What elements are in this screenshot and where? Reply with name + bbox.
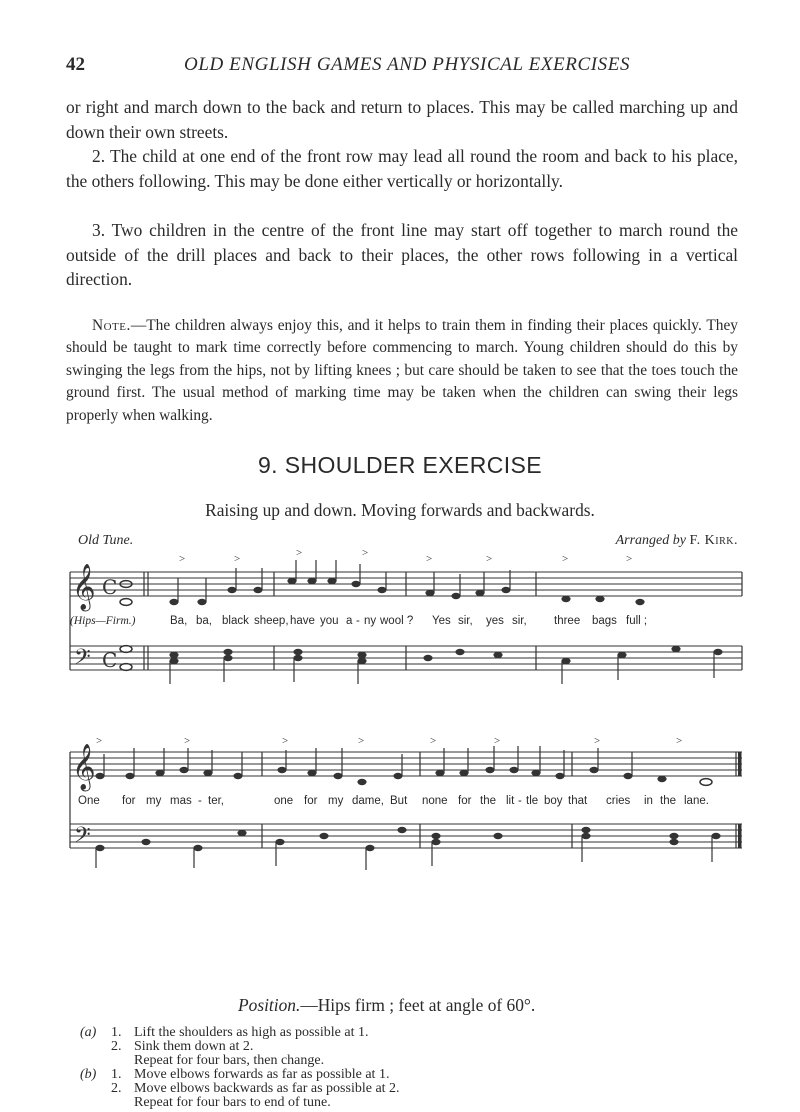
accent-mark: > xyxy=(184,738,191,747)
lyric-syllable: a xyxy=(346,615,353,627)
exercises-list xyxy=(66,1026,746,1110)
lyric-syllable: sir, xyxy=(458,615,473,627)
accent-mark: > xyxy=(594,738,601,747)
common-time-bass-icon: C xyxy=(102,648,118,672)
lyric-syllable: ter, xyxy=(208,795,224,807)
music-system-2 xyxy=(66,738,746,888)
bass-stems xyxy=(170,652,714,684)
repeat-instruction: Repeat for four bars to end of tune. xyxy=(134,1095,331,1110)
treble-notes xyxy=(120,578,645,606)
position-label: Position. xyxy=(238,995,301,1015)
accent-mark: > xyxy=(296,550,303,559)
lyric-syllable: for xyxy=(458,795,472,807)
lyric-syllable: black xyxy=(222,615,249,627)
lyric-syllable: - xyxy=(198,795,202,807)
bass-clef-icon: 𝄢 xyxy=(74,823,91,852)
accent-mark: > xyxy=(282,738,289,747)
accent-mark: > xyxy=(430,738,437,747)
arranged-by-label: Arranged by xyxy=(615,533,686,548)
lyric-syllable: for xyxy=(304,795,318,807)
lyric-syllable: my xyxy=(328,795,344,807)
lyric-syllable: boy xyxy=(544,795,563,807)
lyric-syllable: one xyxy=(274,795,294,807)
accent-mark: > xyxy=(486,553,493,565)
score-system-2 xyxy=(66,738,746,888)
step-text: Move elbows forwards as far as possible at 1. xyxy=(134,1067,390,1082)
lyric-syllable: in xyxy=(644,795,653,807)
step-number: 1. xyxy=(111,1025,122,1040)
accent-mark: > xyxy=(96,738,103,747)
tune-source: Old Tune. xyxy=(78,533,134,548)
paragraph-step-2: 2. The child at one end of the front row may lead all round the room and back to his place, the others following. This may be done either vertically or horizontally. xyxy=(66,146,738,191)
common-time-icon: C xyxy=(102,575,118,599)
lyric-syllable: sheep, xyxy=(254,615,289,627)
lyric-syllable: that xyxy=(568,795,588,807)
arranger-credit xyxy=(616,533,738,549)
arranger-name: F. Kirk. xyxy=(689,533,738,548)
lyric-syllable: cries xyxy=(606,795,631,807)
paragraph-continuation: or right and march down to the back and return to places. This may be called marching up and down their own streets. xyxy=(66,97,738,142)
exercise-step xyxy=(66,1040,746,1054)
lyric-syllable: Yes xyxy=(432,615,451,627)
lyric-syllable: the xyxy=(480,795,496,807)
treble-staff xyxy=(70,752,742,776)
step-text: Lift the shoulders as high as possible at 1. xyxy=(134,1025,369,1040)
note-label: Note. xyxy=(92,317,131,334)
performance-direction: (Hips—Firm.) xyxy=(70,615,136,627)
section-title: 9. SHOULDER EXERCISE xyxy=(257,452,543,478)
bass-clef-icon: 𝄢 xyxy=(74,645,91,674)
lyric-syllable: Ba, xyxy=(170,615,188,627)
accent-mark: > xyxy=(676,738,683,747)
lyric-syllable: yes xyxy=(486,615,504,627)
lyric-syllable: none xyxy=(422,795,448,807)
lyric-syllable: ba, xyxy=(196,615,212,627)
lyric-syllable: have xyxy=(290,615,315,627)
accent-mark: > xyxy=(626,553,633,565)
exercise-step xyxy=(66,1026,746,1040)
paragraph-step-3: 3. Two children in the centre of the front line may start off together to march round the outside of the drill places and back to their places, the other rows following in a vertical direction. xyxy=(66,220,738,289)
exercise-repeat-row xyxy=(66,1096,746,1110)
step-number: 2. xyxy=(111,1081,122,1096)
page-header xyxy=(66,54,738,84)
lyric-syllable: dame, xyxy=(352,795,384,807)
lyric-syllable: - xyxy=(356,615,360,627)
exercise-group-label: (a) xyxy=(80,1025,97,1040)
note-paragraph xyxy=(66,315,738,427)
lyric-syllable: you xyxy=(320,615,339,627)
lyric-syllable: full ; xyxy=(626,615,648,627)
accent-mark: > xyxy=(426,553,433,565)
position-line xyxy=(238,995,535,1016)
lyric-syllable: the xyxy=(660,795,676,807)
accent-mark: > xyxy=(234,553,241,565)
lyric-syllable: But xyxy=(390,795,408,807)
exercise-group-label: (b) xyxy=(80,1067,97,1082)
step-text: Sink them down at 2. xyxy=(134,1039,254,1054)
lyric-syllable: lane. xyxy=(684,795,709,807)
step-number: 1. xyxy=(111,1067,122,1082)
lyric-syllable: three xyxy=(554,615,581,627)
lyric-syllable: for xyxy=(122,795,136,807)
accent-mark: > xyxy=(494,738,501,747)
section-subtitle: Raising up and down. Moving forwards and backwards. xyxy=(205,500,595,520)
position-text: —Hips firm ; feet at angle of 60°. xyxy=(300,995,536,1015)
exercise-step xyxy=(66,1068,746,1082)
accent-mark: > xyxy=(179,553,186,565)
accent-mark: > xyxy=(562,553,569,565)
step-text: Move elbows backwards as far as possible at 2. xyxy=(134,1081,400,1096)
exercise-step xyxy=(66,1082,746,1096)
lyric-syllable: lit xyxy=(506,795,515,807)
accent-mark: > xyxy=(358,738,365,747)
lyric-syllable: One xyxy=(78,795,100,807)
lyric-syllable: - xyxy=(518,795,522,807)
running-head: OLD ENGLISH GAMES AND PHYSICAL EXERCISES xyxy=(184,54,631,75)
treble-clef-icon: 𝄞 xyxy=(72,564,96,609)
accent-mark: > xyxy=(362,550,369,559)
lyric-syllable: mas xyxy=(170,795,192,807)
lyric-syllable: tle xyxy=(526,795,539,807)
step-number: 2. xyxy=(111,1039,122,1054)
score-system-1 xyxy=(66,550,746,710)
lyric-syllable: bags xyxy=(592,615,617,627)
lyric-syllable: wool ? xyxy=(380,615,414,627)
page-number: 42 xyxy=(66,54,85,75)
repeat-instruction: Repeat for four bars, then change. xyxy=(134,1053,325,1068)
lyric-syllable: ny xyxy=(364,615,377,627)
bass-staff xyxy=(70,824,742,848)
treble-clef-icon: 𝄞 xyxy=(72,744,96,789)
exercise-repeat-row xyxy=(66,1054,746,1068)
lyric-syllable: my xyxy=(146,795,162,807)
note-text: —The children always enjoy this, and it helps to train them in finding their places quickly. They should be taught to mark time correctly before commencing to march. Young children should do this by swinging the legs from the hips, not by lifting knees ; but care should be taken to see that the toes touch the ground first. The usual method of marking time may be taken when the children can swing their legs properly when walking. xyxy=(66,317,738,424)
bass-stems xyxy=(96,836,712,870)
music-system-1 xyxy=(66,550,746,710)
lyric-syllable: sir, xyxy=(512,615,527,627)
